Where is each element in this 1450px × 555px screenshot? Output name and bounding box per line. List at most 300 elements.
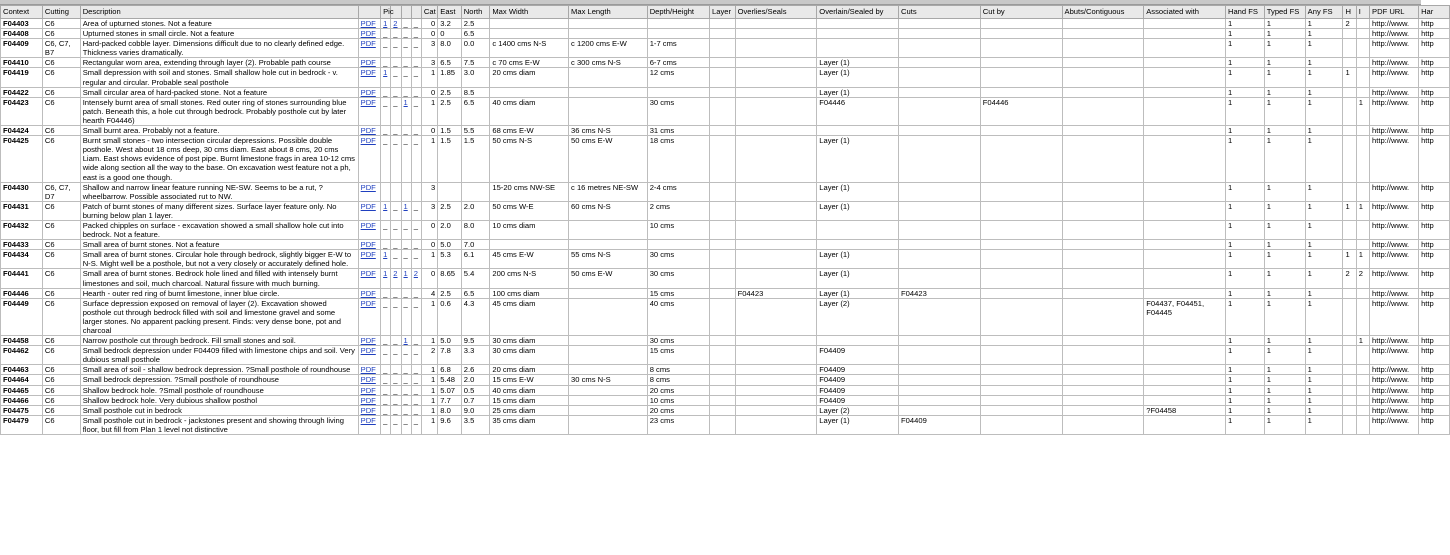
- depth-cell[interactable]: 8 cms: [647, 375, 709, 385]
- pdf-link[interactable]: [358, 298, 380, 335]
- cuts-cell[interactable]: [899, 201, 981, 220]
- cat-cell[interactable]: 0: [421, 29, 437, 39]
- pdf-link[interactable]: PDF: [360, 201, 376, 211]
- overlies-cell[interactable]: [735, 346, 817, 365]
- overlies-cell[interactable]: [735, 405, 817, 415]
- pic-link[interactable]: _: [411, 346, 421, 365]
- pic-link[interactable]: _: [401, 220, 411, 239]
- cuts-cell[interactable]: [899, 405, 981, 415]
- depth-cell[interactable]: 30 cms: [647, 336, 709, 346]
- pic-link[interactable]: _: [411, 58, 421, 68]
- pic-link[interactable]: [381, 68, 391, 87]
- cut-by-cell[interactable]: [980, 126, 1062, 136]
- cutting-cell[interactable]: C6: [42, 336, 80, 346]
- har-cell[interactable]: http: [1419, 269, 1450, 288]
- cut-by-cell[interactable]: [980, 220, 1062, 239]
- context-cell[interactable]: F04433: [1, 240, 43, 250]
- i-cell[interactable]: [1356, 375, 1369, 385]
- cat-cell[interactable]: 1: [421, 405, 437, 415]
- overlies-cell[interactable]: [735, 201, 817, 220]
- associated-cell[interactable]: [1144, 58, 1226, 68]
- h-cell[interactable]: [1343, 405, 1356, 415]
- pic-link[interactable]: _: [381, 365, 391, 375]
- max-length-cell[interactable]: 60 cms N-S: [569, 201, 648, 220]
- east-cell[interactable]: 2.5: [438, 87, 462, 97]
- north-cell[interactable]: 2.5: [461, 19, 490, 29]
- pdf-link[interactable]: [358, 346, 380, 365]
- overlies-cell[interactable]: [735, 250, 817, 269]
- h-cell[interactable]: [1343, 365, 1356, 375]
- h-cell[interactable]: [1343, 415, 1356, 434]
- abuts-cell[interactable]: [1062, 68, 1144, 87]
- pdf-url-cell[interactable]: http://www.: [1370, 240, 1419, 250]
- table-row[interactable]: [1, 39, 1450, 58]
- pic-link[interactable]: _: [391, 29, 401, 39]
- pdf-url-cell[interactable]: http://www.: [1370, 201, 1419, 220]
- associated-cell[interactable]: ?F04458: [1144, 405, 1226, 415]
- max-length-cell[interactable]: [569, 298, 648, 335]
- i-cell[interactable]: [1356, 19, 1369, 29]
- pic-link[interactable]: 2: [393, 269, 398, 279]
- max-width-cell[interactable]: 20 cms diam: [490, 365, 569, 375]
- max-length-cell[interactable]: [569, 19, 648, 29]
- pic-link[interactable]: _: [391, 136, 401, 182]
- pdf-link[interactable]: [358, 288, 380, 298]
- i-cell[interactable]: [1356, 29, 1369, 39]
- any-fs-cell[interactable]: 1: [1305, 220, 1343, 239]
- column-header[interactable]: I: [1356, 6, 1369, 19]
- description-cell[interactable]: Surface depression exposed on removal of layer (2). Excavation showed posthole cut through bedrock filled with soil and limestone gravel and some larger stones. No apparent packing present. Finds: very dense bone, pot and charcoal: [80, 298, 358, 335]
- description-cell[interactable]: Small bedrock depression under F04409 filled with limestone chips and soil. Very dubious small posthole: [80, 346, 358, 365]
- description-cell[interactable]: Small area of burnt stones. Not a feature: [80, 240, 358, 250]
- cat-cell[interactable]: 3: [421, 58, 437, 68]
- column-header[interactable]: Any FS: [1305, 6, 1343, 19]
- layer-cell[interactable]: [710, 395, 736, 405]
- any-fs-cell[interactable]: 1: [1305, 288, 1343, 298]
- pdf-link[interactable]: [358, 415, 380, 434]
- pic-link[interactable]: _: [391, 39, 401, 58]
- north-cell[interactable]: 3.5: [461, 415, 490, 434]
- pic-link[interactable]: 1: [383, 201, 388, 211]
- associated-cell[interactable]: [1144, 182, 1226, 201]
- pdf-link[interactable]: [358, 220, 380, 239]
- overlain-cell[interactable]: [817, 29, 899, 39]
- typed-fs-cell[interactable]: 1: [1264, 19, 1305, 29]
- overlain-cell[interactable]: F04409: [817, 395, 899, 405]
- hand-fs-cell[interactable]: 1: [1225, 39, 1264, 58]
- layer-cell[interactable]: [710, 182, 736, 201]
- h-cell[interactable]: [1343, 395, 1356, 405]
- har-cell[interactable]: http: [1419, 288, 1450, 298]
- cutting-cell[interactable]: C6: [42, 97, 80, 125]
- description-cell[interactable]: Patch of burnt stones of many different sizes. Surface layer feature only. No burning below plan 1 layer.: [80, 201, 358, 220]
- cut-by-cell[interactable]: [980, 182, 1062, 201]
- hand-fs-cell[interactable]: 1: [1225, 87, 1264, 97]
- cat-cell[interactable]: 0: [421, 240, 437, 250]
- max-length-cell[interactable]: [569, 68, 648, 87]
- abuts-cell[interactable]: [1062, 385, 1144, 395]
- typed-fs-cell[interactable]: 1: [1264, 375, 1305, 385]
- associated-cell[interactable]: [1144, 220, 1226, 239]
- abuts-cell[interactable]: [1062, 182, 1144, 201]
- hand-fs-cell[interactable]: 1: [1225, 395, 1264, 405]
- pic-link[interactable]: _: [401, 288, 411, 298]
- max-length-cell[interactable]: c 1200 cms E-W: [569, 39, 648, 58]
- overlies-cell[interactable]: [735, 182, 817, 201]
- description-cell[interactable]: Rectangular worn area, extending through layer (2). Probable path course: [80, 58, 358, 68]
- max-length-cell[interactable]: 36 cms N-S: [569, 126, 648, 136]
- north-cell[interactable]: 4.3: [461, 298, 490, 335]
- cut-by-cell[interactable]: [980, 29, 1062, 39]
- depth-cell[interactable]: 18 cms: [647, 136, 709, 182]
- associated-cell[interactable]: [1144, 375, 1226, 385]
- cuts-cell[interactable]: [899, 298, 981, 335]
- i-cell[interactable]: [1356, 136, 1369, 182]
- abuts-cell[interactable]: [1062, 405, 1144, 415]
- har-cell[interactable]: http: [1419, 39, 1450, 58]
- pdf-link[interactable]: PDF: [360, 405, 376, 415]
- hand-fs-cell[interactable]: 1: [1225, 298, 1264, 335]
- max-length-cell[interactable]: [569, 29, 648, 39]
- associated-cell[interactable]: [1144, 68, 1226, 87]
- overlain-cell[interactable]: F04409: [817, 346, 899, 365]
- pic-link[interactable]: _: [381, 39, 391, 58]
- har-cell[interactable]: http: [1419, 182, 1450, 201]
- north-cell[interactable]: 5.4: [461, 269, 490, 288]
- context-cell[interactable]: F04422: [1, 87, 43, 97]
- abuts-cell[interactable]: [1062, 365, 1144, 375]
- overlain-cell[interactable]: F04409: [817, 375, 899, 385]
- pdf-link[interactable]: PDF: [360, 29, 376, 39]
- overlies-cell[interactable]: [735, 19, 817, 29]
- cutting-cell[interactable]: C6: [42, 288, 80, 298]
- overlies-cell[interactable]: [735, 97, 817, 125]
- description-cell[interactable]: Small depression with soil and stones. Small shallow hole cut in bedrock - v. regular and circular. Probable seal posthole: [80, 68, 358, 87]
- typed-fs-cell[interactable]: 1: [1264, 240, 1305, 250]
- context-cell[interactable]: F04466: [1, 395, 43, 405]
- pdf-url-cell[interactable]: http://www.: [1370, 298, 1419, 335]
- column-header[interactable]: Layer: [710, 6, 736, 19]
- max-width-cell[interactable]: 30 cms diam: [490, 336, 569, 346]
- context-cell[interactable]: F04431: [1, 201, 43, 220]
- associated-cell[interactable]: [1144, 201, 1226, 220]
- overlain-cell[interactable]: [817, 126, 899, 136]
- cuts-cell[interactable]: [899, 19, 981, 29]
- associated-cell[interactable]: [1144, 126, 1226, 136]
- cutting-cell[interactable]: C6: [42, 365, 80, 375]
- east-cell[interactable]: 5.48: [438, 375, 462, 385]
- hand-fs-cell[interactable]: 1: [1225, 19, 1264, 29]
- overlies-cell[interactable]: [735, 298, 817, 335]
- overlain-cell[interactable]: Layer (2): [817, 298, 899, 335]
- i-cell[interactable]: [1356, 288, 1369, 298]
- overlain-cell[interactable]: Layer (1): [817, 201, 899, 220]
- cutting-cell[interactable]: C6: [42, 375, 80, 385]
- column-header[interactable]: Cutting: [42, 6, 80, 19]
- pic-link[interactable]: _: [401, 68, 411, 87]
- associated-cell[interactable]: [1144, 395, 1226, 405]
- pic-link[interactable]: _: [381, 288, 391, 298]
- hand-fs-cell[interactable]: 1: [1225, 136, 1264, 182]
- max-length-cell[interactable]: [569, 346, 648, 365]
- description-cell[interactable]: Narrow posthole cut through bedrock. Fill small stones and soil.: [80, 336, 358, 346]
- h-cell[interactable]: [1343, 136, 1356, 182]
- associated-cell[interactable]: [1144, 346, 1226, 365]
- abuts-cell[interactable]: [1062, 58, 1144, 68]
- typed-fs-cell[interactable]: 1: [1264, 201, 1305, 220]
- table-row[interactable]: [1, 415, 1450, 434]
- h-cell[interactable]: [1343, 336, 1356, 346]
- pic-link[interactable]: _: [391, 365, 401, 375]
- pdf-url-cell[interactable]: http://www.: [1370, 385, 1419, 395]
- har-cell[interactable]: http: [1419, 97, 1450, 125]
- description-cell[interactable]: Intensely burnt area of small stones. Red outer ring of stones surrounding blue patch. Beneath this, a hole cut through bedrock. Probably posthole cut by later hearth F04446): [80, 97, 358, 125]
- pic-link[interactable]: _: [411, 68, 421, 87]
- pic-link[interactable]: _: [391, 336, 401, 346]
- column-header[interactable]: Abuts/Contiguous: [1062, 6, 1144, 19]
- pdf-link[interactable]: PDF: [360, 365, 376, 375]
- pic-link[interactable]: _: [411, 405, 421, 415]
- any-fs-cell[interactable]: 1: [1305, 87, 1343, 97]
- cutting-cell[interactable]: C6: [42, 346, 80, 365]
- i-cell[interactable]: [1356, 405, 1369, 415]
- h-cell[interactable]: 2: [1343, 269, 1356, 288]
- north-cell[interactable]: 6.5: [461, 288, 490, 298]
- h-cell[interactable]: 1: [1343, 68, 1356, 87]
- har-cell[interactable]: http: [1419, 136, 1450, 182]
- pic-link[interactable]: _: [381, 240, 391, 250]
- max-length-cell[interactable]: [569, 87, 648, 97]
- pic-link[interactable]: _: [411, 250, 421, 269]
- overlies-cell[interactable]: [735, 136, 817, 182]
- pic-link[interactable]: _: [381, 136, 391, 182]
- context-cell[interactable]: F04464: [1, 375, 43, 385]
- depth-cell[interactable]: 20 cms: [647, 385, 709, 395]
- abuts-cell[interactable]: [1062, 136, 1144, 182]
- table-row[interactable]: [1, 97, 1450, 125]
- context-cell[interactable]: F04430: [1, 182, 43, 201]
- north-cell[interactable]: 3.0: [461, 68, 490, 87]
- table-row[interactable]: [1, 87, 1450, 97]
- pic-link[interactable]: [391, 182, 401, 201]
- abuts-cell[interactable]: [1062, 240, 1144, 250]
- i-cell[interactable]: 1: [1356, 336, 1369, 346]
- overlain-cell[interactable]: Layer (1): [817, 269, 899, 288]
- pic-link[interactable]: _: [401, 375, 411, 385]
- pic-link[interactable]: _: [391, 385, 401, 395]
- any-fs-cell[interactable]: 1: [1305, 240, 1343, 250]
- overlies-cell[interactable]: [735, 395, 817, 405]
- overlain-cell[interactable]: F04409: [817, 385, 899, 395]
- overlies-cell[interactable]: [735, 375, 817, 385]
- abuts-cell[interactable]: [1062, 220, 1144, 239]
- har-cell[interactable]: http: [1419, 250, 1450, 269]
- cuts-cell[interactable]: [899, 385, 981, 395]
- cat-cell[interactable]: 1: [421, 68, 437, 87]
- description-cell[interactable]: Hearth - outer red ring of burnt limestone, inner blue circle.: [80, 288, 358, 298]
- abuts-cell[interactable]: [1062, 29, 1144, 39]
- cuts-cell[interactable]: F04409: [899, 415, 981, 434]
- any-fs-cell[interactable]: 1: [1305, 385, 1343, 395]
- description-cell[interactable]: Shallow bedrock hole. ?Small posthole of roundhouse: [80, 385, 358, 395]
- description-cell[interactable]: Small area of burnt stones. Circular hole through bedrock, slightly bigger E-W to N-S. Might well be a posthole, but not a very closely or accurately defined hole.: [80, 250, 358, 269]
- table-row[interactable]: [1, 375, 1450, 385]
- pdf-link[interactable]: PDF: [360, 39, 376, 49]
- pdf-link[interactable]: PDF: [360, 250, 376, 260]
- max-width-cell[interactable]: c 1400 cms N-S: [490, 39, 569, 58]
- pdf-url-cell[interactable]: http://www.: [1370, 136, 1419, 182]
- pdf-link[interactable]: PDF: [360, 68, 376, 78]
- pdf-url-cell[interactable]: http://www.: [1370, 68, 1419, 87]
- context-cell[interactable]: F04409: [1, 39, 43, 58]
- cuts-cell[interactable]: [899, 29, 981, 39]
- table-row[interactable]: [1, 240, 1450, 250]
- column-header[interactable]: Cut by: [980, 6, 1062, 19]
- cat-cell[interactable]: 1: [421, 250, 437, 269]
- cuts-cell[interactable]: [899, 220, 981, 239]
- overlies-cell[interactable]: [735, 336, 817, 346]
- max-width-cell[interactable]: 40 cms diam: [490, 97, 569, 125]
- east-cell[interactable]: 0: [438, 29, 462, 39]
- h-cell[interactable]: [1343, 375, 1356, 385]
- north-cell[interactable]: 7.0: [461, 240, 490, 250]
- i-cell[interactable]: [1356, 126, 1369, 136]
- east-cell[interactable]: 5.0: [438, 336, 462, 346]
- i-cell[interactable]: [1356, 87, 1369, 97]
- cut-by-cell[interactable]: [980, 298, 1062, 335]
- description-cell[interactable]: Burnt small stones - two intersection circular depressions. Possible double posthole. West about 18 cms deep, 30 cms diam. East about 8 cms, 20 cms Liam. East shows evidence of post pipe. Burnt limestone frags in area 10-12 cms wide along section all the way to the base. On excavation west feature not a ph, east is a good one though.: [80, 136, 358, 182]
- overlies-cell[interactable]: [735, 126, 817, 136]
- pic-link[interactable]: _: [411, 29, 421, 39]
- pic-link[interactable]: [381, 182, 391, 201]
- abuts-cell[interactable]: [1062, 375, 1144, 385]
- pic-link[interactable]: _: [401, 250, 411, 269]
- overlain-cell[interactable]: Layer (1): [817, 182, 899, 201]
- pdf-link[interactable]: [358, 240, 380, 250]
- pdf-url-cell[interactable]: http://www.: [1370, 375, 1419, 385]
- pdf-link[interactable]: PDF: [360, 220, 376, 230]
- pic-link[interactable]: _: [401, 19, 411, 29]
- pic-link[interactable]: 1: [383, 19, 388, 28]
- max-width-cell[interactable]: 68 cms E-W: [490, 126, 569, 136]
- abuts-cell[interactable]: [1062, 126, 1144, 136]
- cat-cell[interactable]: 0: [421, 269, 437, 288]
- h-cell[interactable]: [1343, 385, 1356, 395]
- typed-fs-cell[interactable]: 1: [1264, 136, 1305, 182]
- pdf-link[interactable]: [358, 19, 380, 29]
- cutting-cell[interactable]: C6: [42, 405, 80, 415]
- context-cell[interactable]: F04425: [1, 136, 43, 182]
- description-cell[interactable]: Small circular area of hard-packed stone. Not a feature: [80, 87, 358, 97]
- pdf-link[interactable]: PDF: [360, 97, 376, 107]
- typed-fs-cell[interactable]: 1: [1264, 385, 1305, 395]
- cut-by-cell[interactable]: [980, 19, 1062, 29]
- max-width-cell[interactable]: [490, 87, 569, 97]
- max-length-cell[interactable]: [569, 385, 648, 395]
- overlies-cell[interactable]: [735, 415, 817, 434]
- pic-link[interactable]: _: [411, 201, 421, 220]
- any-fs-cell[interactable]: 1: [1305, 336, 1343, 346]
- typed-fs-cell[interactable]: 1: [1264, 97, 1305, 125]
- pdf-link[interactable]: PDF: [360, 395, 376, 405]
- max-length-cell[interactable]: [569, 220, 648, 239]
- overlies-cell[interactable]: [735, 87, 817, 97]
- layer-cell[interactable]: [710, 250, 736, 269]
- east-cell[interactable]: 8.0: [438, 405, 462, 415]
- typed-fs-cell[interactable]: 1: [1264, 220, 1305, 239]
- any-fs-cell[interactable]: 1: [1305, 201, 1343, 220]
- any-fs-cell[interactable]: 1: [1305, 58, 1343, 68]
- pic-link[interactable]: 2: [393, 19, 398, 28]
- pdf-link[interactable]: [358, 136, 380, 182]
- pic-link[interactable]: _: [391, 288, 401, 298]
- depth-cell[interactable]: 6-7 cms: [647, 58, 709, 68]
- pdf-link[interactable]: [358, 250, 380, 269]
- max-length-cell[interactable]: c 300 cms N-S: [569, 58, 648, 68]
- associated-cell[interactable]: [1144, 250, 1226, 269]
- context-cell[interactable]: F04410: [1, 58, 43, 68]
- pic-link[interactable]: _: [411, 298, 421, 335]
- context-cell[interactable]: F04434: [1, 250, 43, 269]
- column-header[interactable]: [401, 6, 411, 19]
- pic-link[interactable]: [381, 250, 391, 269]
- pic-link[interactable]: _: [381, 395, 391, 405]
- north-cell[interactable]: 2.0: [461, 201, 490, 220]
- cuts-cell[interactable]: [899, 58, 981, 68]
- max-length-cell[interactable]: c 16 metres NE-SW: [569, 182, 648, 201]
- depth-cell[interactable]: 30 cms: [647, 97, 709, 125]
- context-cell[interactable]: F04419: [1, 68, 43, 87]
- context-cell[interactable]: F04403: [1, 19, 43, 29]
- associated-cell[interactable]: [1144, 385, 1226, 395]
- har-cell[interactable]: http: [1419, 58, 1450, 68]
- layer-cell[interactable]: [710, 39, 736, 58]
- context-cell[interactable]: F04441: [1, 269, 43, 288]
- max-width-cell[interactable]: [490, 240, 569, 250]
- layer-cell[interactable]: [710, 87, 736, 97]
- abuts-cell[interactable]: [1062, 39, 1144, 58]
- cat-cell[interactable]: 1: [421, 298, 437, 335]
- east-cell[interactable]: 2.5: [438, 201, 462, 220]
- abuts-cell[interactable]: [1062, 346, 1144, 365]
- cat-cell[interactable]: 2: [421, 346, 437, 365]
- any-fs-cell[interactable]: 1: [1305, 346, 1343, 365]
- cutting-cell[interactable]: C6: [42, 395, 80, 405]
- cutting-cell[interactable]: C6: [42, 68, 80, 87]
- overlain-cell[interactable]: F04446: [817, 97, 899, 125]
- pic-link[interactable]: 2: [413, 269, 418, 279]
- pdf-link[interactable]: [358, 97, 380, 125]
- cutting-cell[interactable]: C6: [42, 29, 80, 39]
- pic-link[interactable]: _: [391, 346, 401, 365]
- pic-link[interactable]: _: [391, 201, 401, 220]
- max-length-cell[interactable]: [569, 288, 648, 298]
- typed-fs-cell[interactable]: 1: [1264, 58, 1305, 68]
- east-cell[interactable]: 0.6: [438, 298, 462, 335]
- cuts-cell[interactable]: [899, 39, 981, 58]
- column-header[interactable]: Overlain/Sealed by: [817, 6, 899, 19]
- layer-cell[interactable]: [710, 240, 736, 250]
- pic-link[interactable]: _: [401, 39, 411, 58]
- cat-cell[interactable]: 1: [421, 136, 437, 182]
- column-header[interactable]: Max Length: [569, 6, 648, 19]
- pdf-link[interactable]: PDF: [360, 182, 376, 192]
- associated-cell[interactable]: [1144, 97, 1226, 125]
- typed-fs-cell[interactable]: 1: [1264, 288, 1305, 298]
- table-row[interactable]: [1, 29, 1450, 39]
- pic-link[interactable]: _: [401, 298, 411, 335]
- column-header[interactable]: North: [461, 6, 490, 19]
